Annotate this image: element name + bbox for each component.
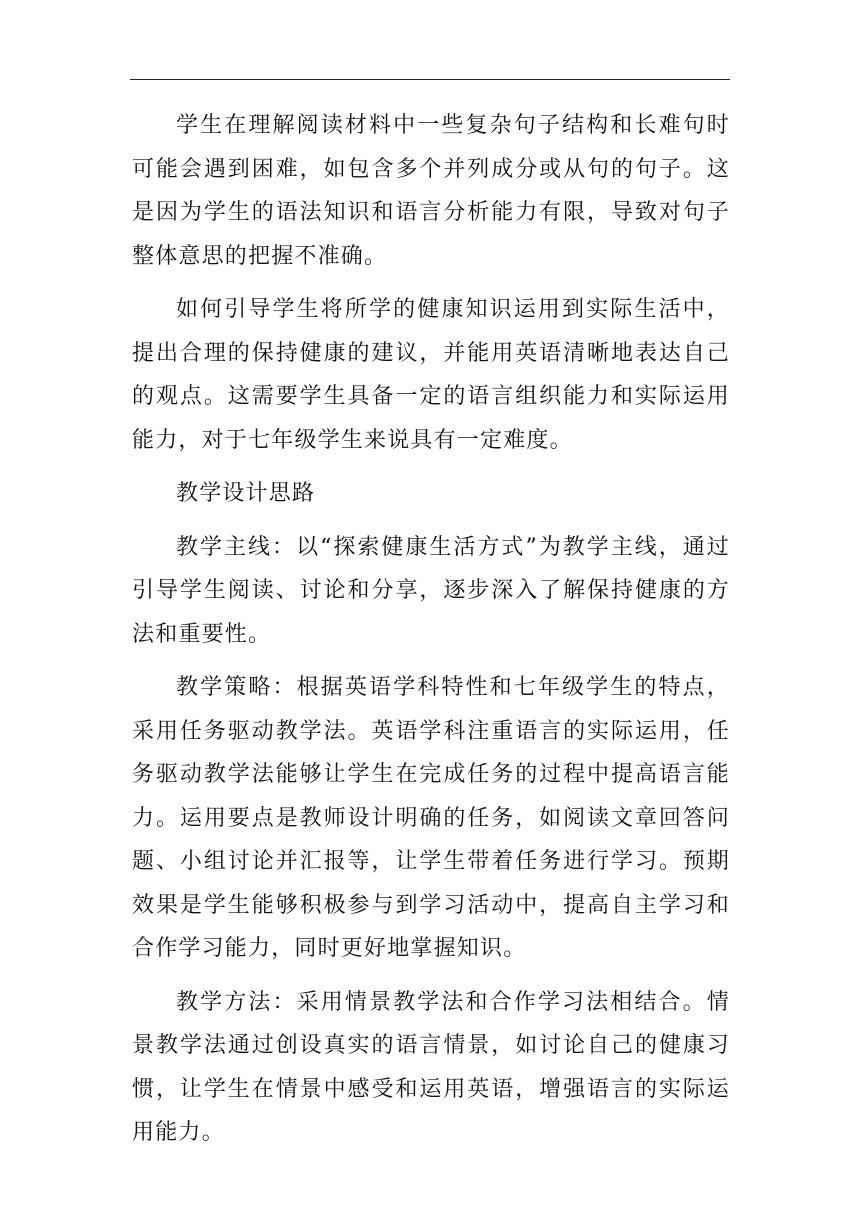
paragraph-teaching-method: 教学方法：采用情景教学法和合作学习法相结合。情景教学法通过创设真实的语言情景，如讨论自己的健康习惯，让学生在情景中感受和运用英语，增强语言的实际运用能力。	[132, 989, 730, 1145]
paragraph-teaching-mainline: 教学主线：以“探索健康生活方式”为教学主线，通过引导学生阅读、讨论和分享，逐步深入了解保持健康的方法和重要性。	[132, 534, 730, 647]
section-heading: 教学设计思路	[176, 481, 316, 506]
paragraph-difficulty-sentences: 学生在理解阅读材料中一些复杂句子结构和长难句时可能会遇到困难，如包含多个并列成分或从句的句子。这是因为学生的语法知识和语言分析能力有限，导致对句子整体意思的把握不准确。	[132, 113, 730, 269]
paragraph-teaching-strategy: 教学策略：根据英语学科特性和七年级学生的特点，采用任务驱动教学法。英语学科注重语言的实际运用，任务驱动教学法能够让学生在完成任务的过程中提高语言能力。运用要点是教师设计明确的任务，如阅读文章回答问题、小组讨论并汇报等，让学生带着任务进行学习。预期效果是学生能够积极参与到学习活动中，提高自主学习和合作学习能力，同时更好地掌握知识。	[132, 675, 730, 961]
document-body	[132, 104, 730, 1165]
header-rule	[130, 79, 730, 80]
paragraph-difficulty-application: 如何引导学生将所学的健康知识运用到实际生活中，提出合理的保持健康的建议，并能用英语清晰地表达自己的观点。这需要学生具备一定的语言组织能力和实际运用能力，对于七年级学生来说具有一定难度。	[132, 297, 730, 453]
